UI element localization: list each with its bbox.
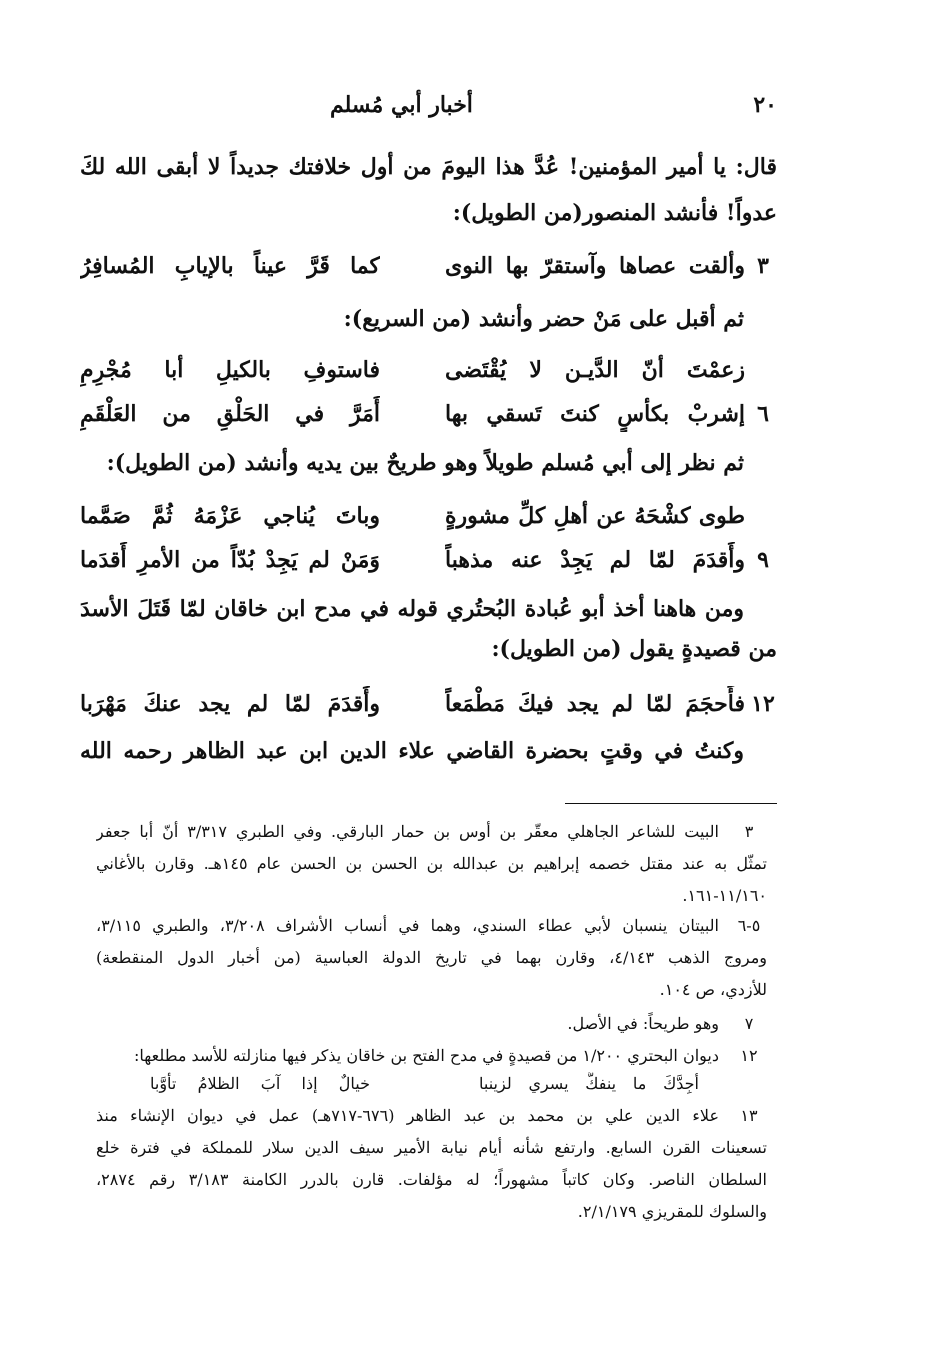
footnote-verse-first-hemistich: أجِدَّكَ ما ينفكُّ يسري لزينبا bbox=[479, 1074, 699, 1093]
verse-number: ٣ bbox=[757, 253, 769, 279]
footnote-separator bbox=[565, 803, 777, 804]
paragraph-line-1: ومن هاهنا أخذ أبو عُبادة البُحتُري قوله في مدح ابن خاقان لمّا قَتَلَ الأسدَ bbox=[80, 596, 744, 622]
verse-second-hemistich: وَمَنْ لم يَجِدْ بُدّاً من الأمرِ أَقدَما bbox=[80, 547, 380, 573]
body-line-1: قال: يا أمير المؤمنين! عُدَّ هذا اليومَ من أول خلافتك جديداً لا أبقى الله لكَ bbox=[80, 154, 777, 180]
verse-number: ١٢ bbox=[751, 691, 775, 717]
body-line-after-verse-3: ثم أقبل على مَنْ حضر وأنشد (من السريع): bbox=[343, 306, 744, 332]
body-line-2: عدواً! فأنشد المنصور(من الطويل): bbox=[452, 200, 777, 226]
verse-second-hemistich: وباتَ يُناجي عَزْمَهُ ثُمَّ صَمَّما bbox=[80, 503, 380, 529]
verse-first-hemistich: فأَحجَمَ لمّا لم يجد فيكَ مَطْمَعاً bbox=[445, 691, 745, 717]
footnote-number: ٣ bbox=[744, 822, 754, 841]
footnote-verse-second-hemistich: خيالٌ إذا آبَ الظلامُ تأوَّبا bbox=[150, 1074, 370, 1093]
verse-second-hemistich: كما قَرَّ عيناً بالإيابِ المُسافِرُ bbox=[80, 253, 380, 279]
footnote-7-line-1: وهو طريحاً: في الأصل. bbox=[567, 1014, 719, 1033]
footnote-13-line-2: تسعينات القرن السابع. وارتفع شأنه أيام نيابة الأمير سيف الدين سلار للمملكة في فترة خلع bbox=[96, 1138, 767, 1157]
running-title: أخبار أبي مُسلم bbox=[330, 92, 473, 118]
verse-first-hemistich: وأَقدَمَ لمّا لم يَجِدْ عنه مذهباً bbox=[445, 547, 745, 573]
verse-12 bbox=[80, 686, 777, 722]
verse-first-hemistich: وألقت عصاها وآستقرّ بها النوى bbox=[445, 253, 745, 279]
footnote-5-6-line-2: ومروج الذهب ٤/١٤٣، وقارن بهما في تاريخ الدولة العباسية (من أخبار الدول المنقطعة) bbox=[96, 948, 767, 967]
verse-first-hemistich: إشربْ بكأسٍ كنتَ تَسقي بها bbox=[445, 401, 745, 427]
footnote-13-line-1: علاء الدين علي بن محمد بن عبد الظاهر (٦٧٦-٧١٧هـ) عمل في ديوان الإنشاء منذ bbox=[96, 1106, 719, 1125]
footnote-12-line-1: ديوان البحتري ١/٢٠٠ من قصيدةٍ في مدح الفتح بن خاقان يذكر فيها منازلته للأسد مطلعها: bbox=[134, 1046, 719, 1065]
verse-3 bbox=[80, 248, 777, 284]
verse-number: ٦ bbox=[757, 401, 769, 427]
footnote-3-line-2: تمثّل به عند مقتل خصمه إبراهيم بن عبدالله بن الحسن بن الحسن عام ١٤٥هـ. وقارن بالأغاني bbox=[96, 854, 767, 873]
footnote-5-6-line-1: البيتان ينسبان لأبي عطاء السندي، وهما في أنساب الأشراف ٣/٢٠٨، والطبري ٣/١١٥، bbox=[96, 916, 719, 935]
verse-second-hemistich: أَمَرَّ في الحَلْقِ من العَلْقَمِ bbox=[80, 401, 380, 427]
footnote-number: ١٣ bbox=[740, 1106, 758, 1125]
page-header bbox=[330, 92, 777, 126]
footnote-3-line-3: ١١/١٦٠-١٦١. bbox=[682, 886, 767, 905]
footnote-number: ٧ bbox=[744, 1014, 754, 1033]
verse-number: ٩ bbox=[757, 547, 769, 573]
verse-5 bbox=[80, 352, 777, 388]
body-line-after-verse-6: ثم نظر إلى أبي مُسلم طويلاً وهو طريحٌ بين يديه وأنشد (من الطويل): bbox=[106, 450, 744, 476]
footnote-3-line-1: البيت للشاعر الجاهلي معقّر بن أوس بن حمار البارقي. وفي الطبري ٣/٣١٧ أنّ أبا جعفر bbox=[96, 822, 719, 841]
footnote-13-line-3: السلطان الناصر. وكان كاتباً مشهوراً؛ له مؤلفات. قارن بالدرر الكامنة ٣/١٨٣ رقم ٢٨٧٤، bbox=[96, 1170, 767, 1189]
verse-6 bbox=[80, 396, 777, 432]
verse-second-hemistich: وأَقدَمَ لمّا لم يجد عنكَ مَهْرَبا bbox=[80, 691, 380, 717]
footnote-number: ٥-٦ bbox=[737, 916, 761, 935]
paragraph-line-2: من قصيدةٍ يقول (من الطويل): bbox=[491, 636, 777, 662]
verse-9 bbox=[80, 542, 777, 578]
body-last-line: وكنتُ في وقتٍ بحضرة القاضي علاء الدين ابن عبد الظاهر رحمه الله bbox=[80, 738, 744, 764]
verse-8 bbox=[80, 498, 777, 534]
footnote-5-6-line-3: للأزدي، ص ١٠٤. bbox=[659, 980, 767, 999]
footnote-13-line-4: والسلوك للمقريزي ٢/١/١٧٩. bbox=[577, 1202, 767, 1221]
verse-second-hemistich: فاستوفِ بالكيلِ أبا مُجْرِمِ bbox=[80, 357, 380, 383]
verse-first-hemistich: زعمْتَ أنّ الدَّيـن لا يُقْتَضى bbox=[445, 357, 745, 383]
footnote-12-verse bbox=[150, 1072, 699, 1096]
verse-first-hemistich: طوى كشْحَهُ عن أهلِ كلِّ مشورةٍ bbox=[445, 503, 745, 529]
page-number: ٢٠ bbox=[753, 92, 777, 118]
footnote-number: ١٢ bbox=[740, 1046, 758, 1065]
